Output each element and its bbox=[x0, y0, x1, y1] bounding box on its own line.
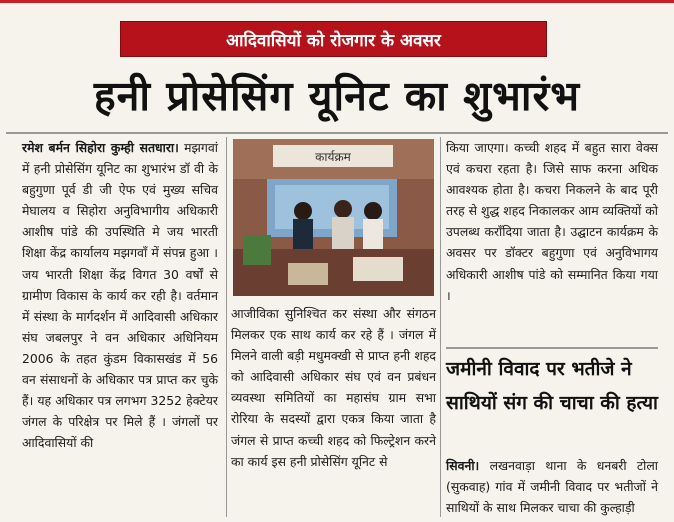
column-divider-2 bbox=[440, 137, 441, 517]
subarticle-byline: सिवनी। bbox=[446, 458, 480, 473]
subarticle-text: लखनवाड़ा थाना के धनबरी टोला (सुकवाह) गांव में जमीनी विवाद पर भतीजों ने साथियों के साथ मिलकर चाचा की कुल्हाड़ी bbox=[446, 458, 658, 516]
column-divider-1 bbox=[226, 137, 227, 517]
top-red-rule bbox=[0, 0, 674, 3]
column-2-text: आजीविका सुनिश्चित कर संस्था और संगठन मिलकर एक साथ कार्य कर रहे हैं । जंगल में मिलने वाली बड़ी मधुमक्खी से प्राप्त हनी शहद को आदिवासी अधिकार संघ एवं वन प्रबंधन व्यवस्था समितियों का महासंघ ग्राम सभा रोरिया के सदस्यों द्वारा एकत्र किया जाता है जंगल से प्राप्त कच्ची शहद को फिल्ट्रेशन करने का कार्य इस हनी प्रोसेसिंग यूनिट से bbox=[231, 306, 436, 469]
column-3-text: किया जाएगा। कच्ची शहद में बहुत सारा वेक्स एवं कचरा रहता है। जिसे साफ करना अधिक आवश्यक होता है। कचरा निकलने के बाद पूरी तरह से शुद्ध शहद निकालकर आम व्यक्तियों को उपलब्ध कराँदिया जाता है। उद्घाटन कार्यक्रम के अवसर पर डॉक्टर बहुगुणा एवं अनुविभागय अधिकारी आशीष पांडे को सम्मानित किया गया । bbox=[446, 140, 658, 303]
article-column-1 bbox=[22, 137, 218, 453]
column-1-text: मझगवां में हनी प्रोसेसिंग यूनिट का शुभारंभ डॉ वी के बहुगुणा पूर्व डी जी ऐफ एवं मुख्य सचिव मेघालय व सिहोरा अनुविभागीय अधिकारी आशीष पांडे की उपस्थिति मे जय भारती शिक्षा केंद्र कार्यालय मझगवाँ में संपन्न हुआ । जय भारती शिक्षा केंद्र विगत 30 वर्षों से ग्रामीण विकास के कार्य कर रही है। वर्तमान में संस्था के मार्गदर्शन में आदिवासी अधिकार संघ जबलपुर ने वन अधिकार अधिनियम 2006 के तहत कुंडम विकासखंड में 56 वन संसाधनों के अधिकार पत्र प्राप्त कर चुके हैं। यह अधिकार पत्र लगभग 3252 हेक्टेयर जंगल के परिक्षेत्र पर मिले हैं । जंगलों पर आदिवासियों की bbox=[22, 140, 218, 451]
event-photo bbox=[233, 139, 434, 296]
subarticle-body bbox=[446, 455, 658, 518]
article-column-2 bbox=[231, 303, 436, 472]
subarticle-headline: जमीनी विवाद पर भतीजे ने साथियों संग की चाचा की हत्या bbox=[446, 358, 658, 414]
article-byline: रमेश बर्मन सिहोरा कुम्ही सतधारा। bbox=[22, 140, 179, 155]
event-photo-image bbox=[233, 139, 434, 296]
article-column-3 bbox=[446, 137, 658, 306]
subarticle-divider bbox=[446, 347, 658, 349]
section-banner: आदिवासियों को रोजगार के अवसर bbox=[120, 21, 547, 57]
photo-banner-text: कार्यक्रम bbox=[315, 150, 351, 164]
headline-divider bbox=[6, 132, 668, 134]
page-headline: हनी प्रोसेसिंग यूनिट का शुभारंभ bbox=[93, 72, 581, 120]
